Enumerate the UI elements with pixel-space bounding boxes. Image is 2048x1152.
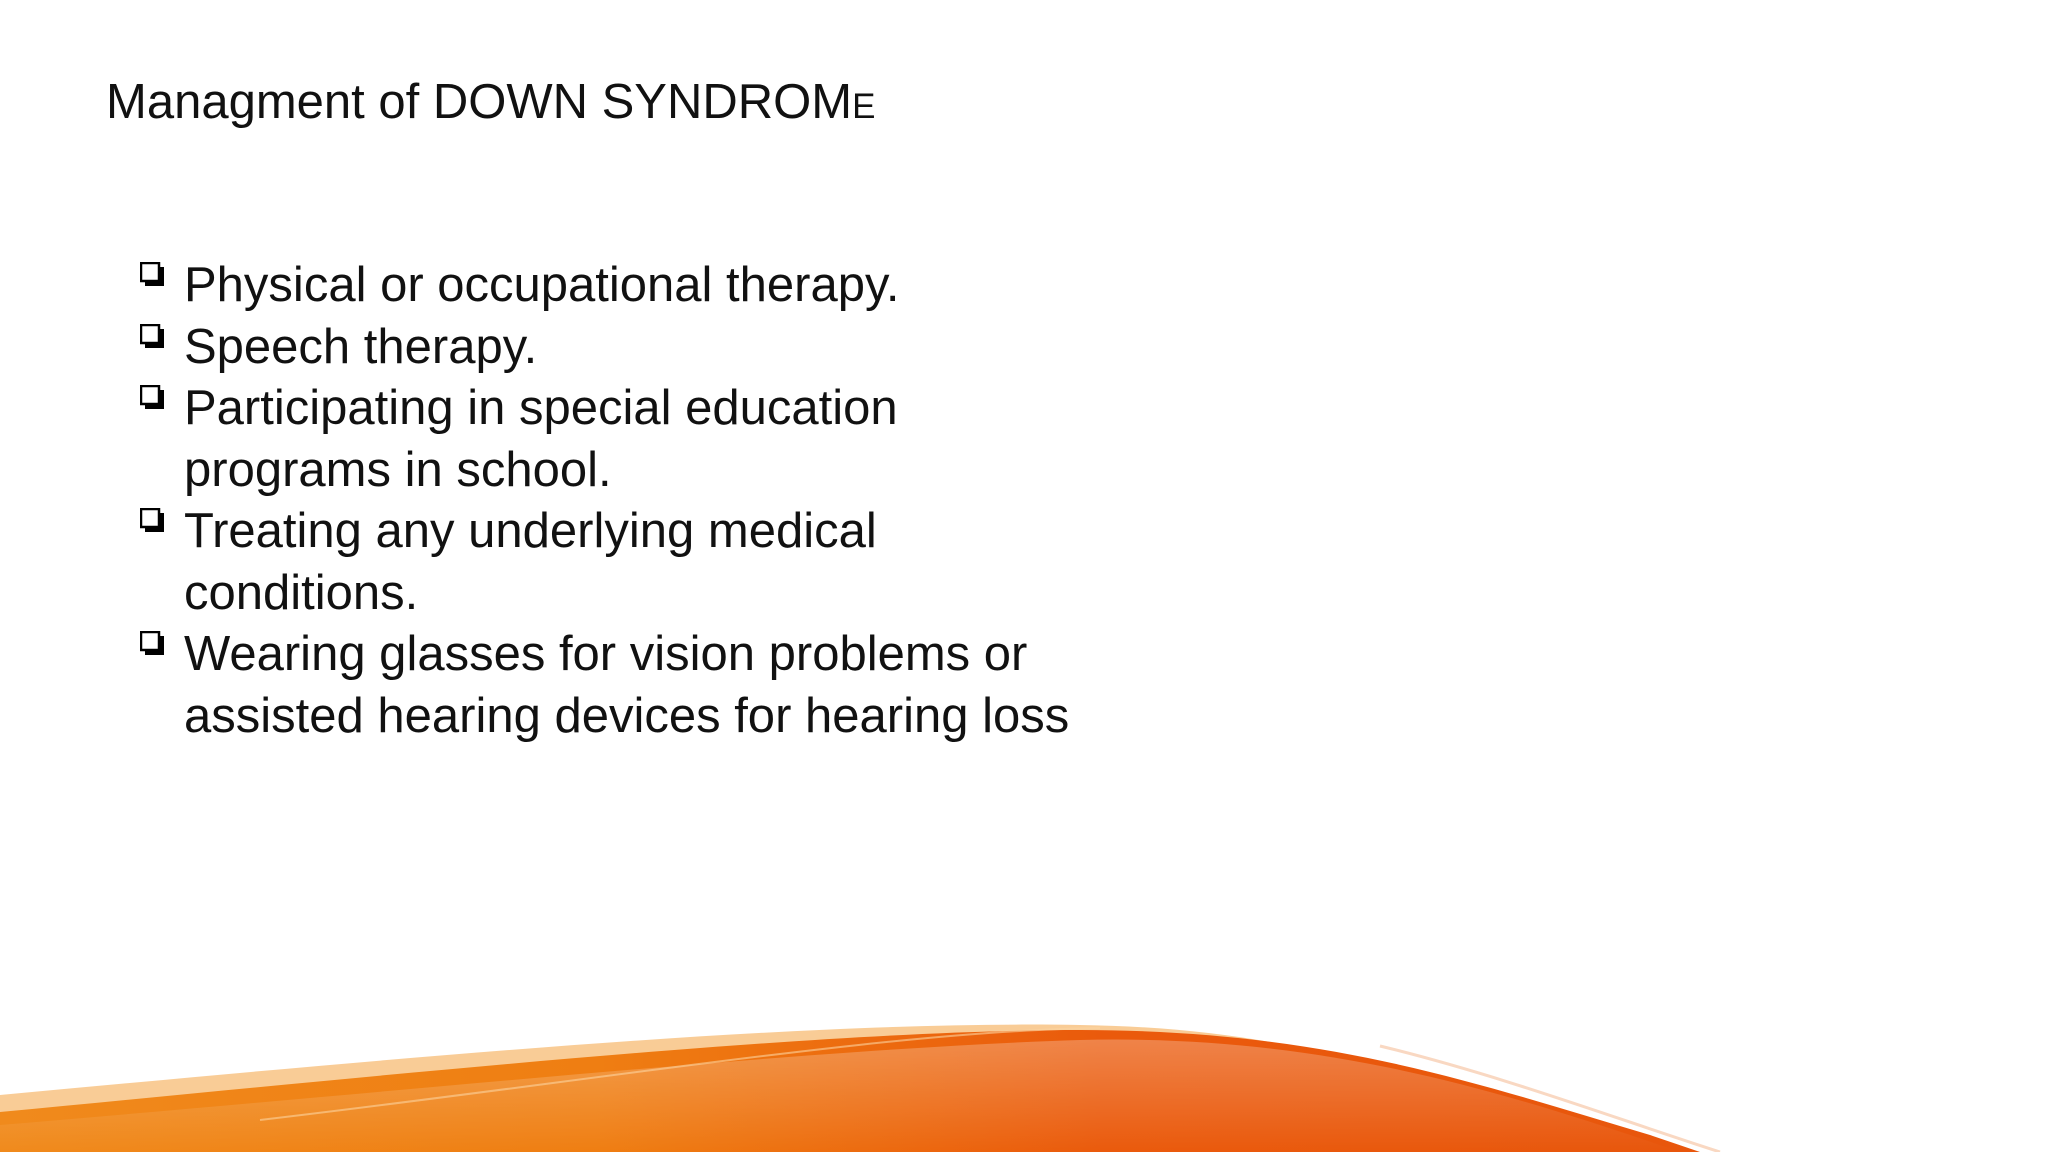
checkbox-icon [140,324,165,349]
bullet-list [136,255,1096,747]
checkbox-icon [140,631,165,656]
checkbox-icon [140,508,165,533]
bullet-text: Participating in special education programs in school. [184,381,898,497]
checkbox-icon [140,262,165,287]
list-item [136,378,1096,501]
list-item [136,255,1096,317]
title-last-letter: E [852,87,876,126]
title-main: Managment of DOWN SYNDROM [106,75,853,129]
bullet-text: Treating any underlying medical conditions. [184,504,877,620]
bullet-text: Speech therapy. [184,319,538,374]
slide-title [106,72,875,137]
list-item [136,624,1096,747]
list-item [136,501,1096,624]
list-item [136,317,1096,379]
bullet-text: Physical or occupational therapy. [184,258,900,312]
checkbox-icon [140,385,165,410]
bullet-text: Wearing glasses for vision problems or assisted hearing devices for hearing loss [184,627,1070,743]
